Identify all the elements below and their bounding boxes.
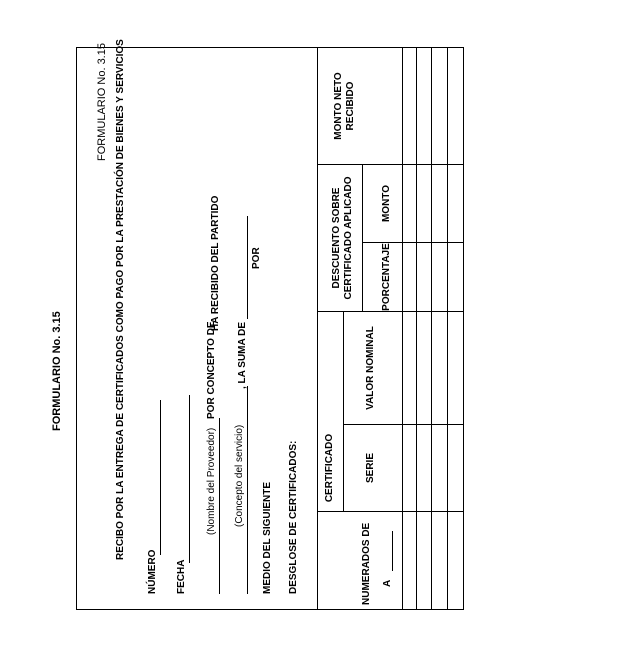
outer-title: FORMULARIO No. 3.15 bbox=[51, 311, 63, 431]
col-monto: MONTO bbox=[381, 184, 392, 223]
frame-left bbox=[76, 609, 464, 610]
col-porcentaje: PORCENTAJE bbox=[381, 243, 392, 311]
numero-label: NÚMERO bbox=[147, 549, 158, 594]
certificado-group-line bbox=[343, 312, 344, 512]
por-concepto-label: POR CONCEPTO DE bbox=[206, 321, 217, 419]
col-sep-1 bbox=[317, 511, 463, 512]
form-code: FORMULARIO No. 3.15 bbox=[96, 43, 108, 161]
table-row-line-4 bbox=[447, 47, 448, 610]
recibido-text: HA RECIBIDO DEL PARTIDO bbox=[210, 195, 221, 331]
col-sep-4 bbox=[362, 242, 463, 243]
table-row-line-1 bbox=[402, 47, 403, 610]
numero-field-line[interactable] bbox=[160, 400, 161, 555]
col-sep-2 bbox=[343, 424, 463, 425]
form-heading: RECIBO POR LA ENTREGA DE CERTIFICADOS COMO PAGO POR LA PRESTACIÓN DE BIENES Y SERVICIOS bbox=[115, 39, 126, 560]
nombre-proveedor-caption: (Nombre del Proveedor) bbox=[206, 427, 217, 535]
descuento-group-line bbox=[362, 165, 363, 312]
frame-right bbox=[76, 47, 464, 48]
concepto-field-line[interactable] bbox=[247, 386, 248, 594]
table-bottom-line bbox=[463, 47, 464, 610]
col-numerados-de: NUMERADOS DE bbox=[361, 522, 372, 605]
col-sep-3 bbox=[317, 311, 463, 312]
por-label: POR bbox=[251, 247, 262, 269]
frame-top bbox=[76, 48, 77, 610]
certificado-group-header: CERTIFICADO bbox=[324, 433, 335, 503]
fecha-field-line[interactable] bbox=[189, 395, 190, 563]
fecha-label: FECHA bbox=[176, 559, 187, 594]
col-serie: SERIE bbox=[365, 453, 376, 484]
desglose-label: DESGLOSE DE CERTIFICADOS: bbox=[288, 440, 299, 594]
suma-field-line[interactable] bbox=[247, 216, 248, 319]
col-monto-neto: MONTO NETO RECIBIDO bbox=[333, 72, 356, 140]
table-top-line bbox=[317, 47, 318, 610]
col-a: A bbox=[382, 579, 393, 587]
concepto-servicio-caption: (Concepto del servicio) bbox=[234, 424, 245, 527]
col-valor-nominal: VALOR NOMINAL bbox=[365, 326, 376, 410]
la-suma-label: , LA SUMA DE bbox=[237, 321, 248, 389]
descuento-group-header: DESCUENTO SOBRE CERTIFICADO APLICADO bbox=[331, 176, 354, 300]
table-row-line-2 bbox=[416, 47, 417, 610]
range-field-line[interactable] bbox=[392, 531, 393, 571]
medio-label: MEDIO DEL SIGUIENTE bbox=[262, 481, 273, 594]
proveedor-field-line[interactable] bbox=[219, 418, 220, 594]
table-row-line-3 bbox=[431, 47, 432, 610]
